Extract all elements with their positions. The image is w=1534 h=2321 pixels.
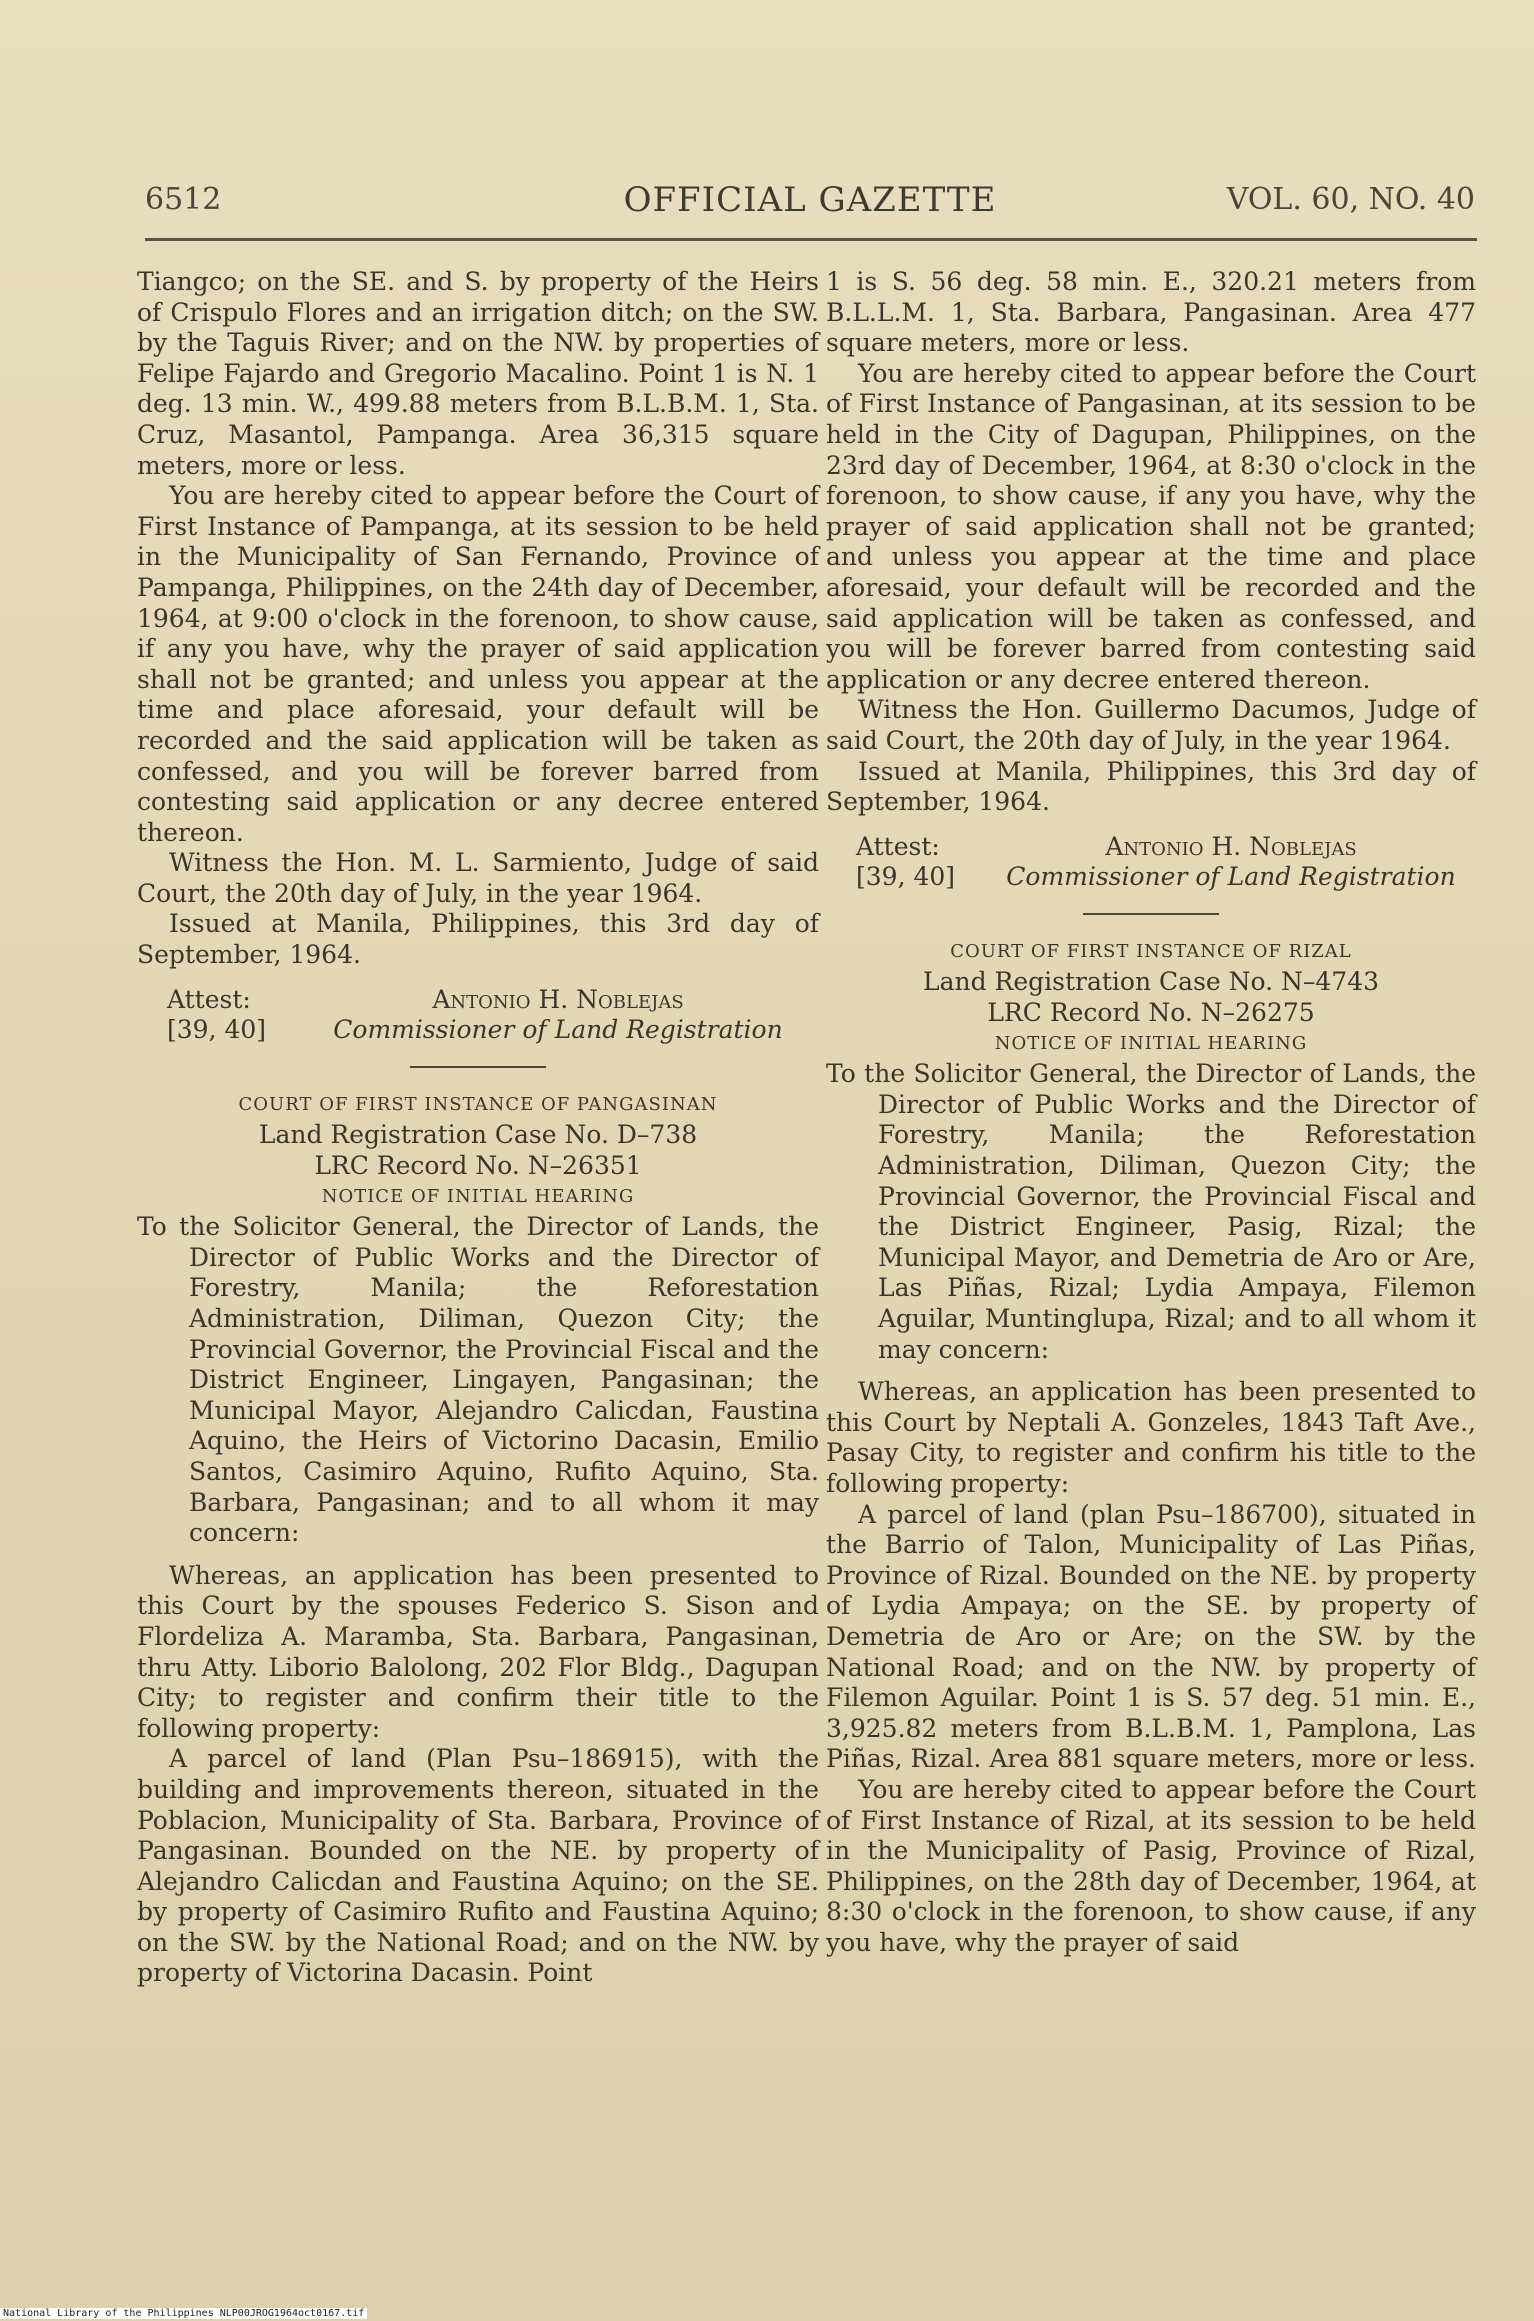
- commissioner-line: [137, 1015, 819, 1046]
- section-divider: [410, 1066, 546, 1068]
- commissioner-title: Commissioner of Land Registration: [333, 1015, 783, 1045]
- attest-name: Antonio H. Noblejas: [1105, 831, 1357, 861]
- volume-number: VOL. 60, NO. 40: [1226, 182, 1475, 217]
- paragraph: Whereas, an application has been presented to this Court by the spouses Federico S. Sison and Flordeliza A. Maramba, Sta. Barbara, Pangasinan, thru Atty. Liborio Balolong, 202 Flor Bldg., Dagupan City; to register and confirm their title to the following property:: [137, 1560, 819, 1743]
- commissioner-line: [826, 862, 1476, 893]
- page-header: [145, 180, 1475, 230]
- paragraph: You are hereby cited to appear before the Court of First Instance of Pangasinan, at its session to be held in the City of Dagupan, Philippines, on the 23rd day of December, 1964, at 8:30 o'clock in the forenoon, to show cause, if any you have, why the prayer of said application shall not be granted; and unless you appear at the time and place aforesaid, your default will be recorded and the said application will be taken as confessed, and you will be forever barred from contesting said application or any decree entered thereon.: [826, 358, 1476, 694]
- paragraph: Whereas, an application has been presented to this Court by Neptali A. Gonzeles, 1843 Taft Ave., Pasay City, to register and confirm his title to the following property:: [826, 1377, 1476, 1498]
- attest-label: Attest:: [856, 831, 940, 861]
- page-number: 6512: [145, 182, 222, 217]
- addressees: To the Solicitor General, the Director of Lands, the Director of Public Works and the Director of Forestry, Manila; the Reforestation Administration, Diliman, Quezon City; the Provincial Governor, the Provincial Fiscal and the District Engineer, Lingayen, Pangasinan; the Municipal Mayor, Alejandro Calicdan, Faustina Aquino, the Heirs of Victorino Dacasin, Emilio Santos, Casimiro Aquino, Rufito Aquino, Sta. Barbara, Pangasinan; and to all whom it may concern:: [137, 1212, 819, 1548]
- case-number: Land Registration Case No. N–4743: [922, 967, 1380, 997]
- paragraph: Issued at Manila, Philippines, this 3rd day of September, 1964.: [137, 909, 819, 970]
- notice-heading: NOTICE OF INITIAL HEARING: [321, 1185, 635, 1207]
- header-rule: [145, 238, 1477, 241]
- scan-footer: National Library of the Philippines NLP00JROG1964oct0167.tif: [0, 2308, 367, 2319]
- court-heading: COURT OF FIRST INSTANCE OF RIZAL: [950, 940, 1352, 962]
- left-column: [137, 267, 819, 1989]
- court-heading: COURT OF FIRST INSTANCE OF PANGASINAN: [238, 1093, 718, 1115]
- paragraph: A parcel of land (plan Psu–186700), situated in the Barrio of Talon, Municipality of Las Piñas, Province of Rizal. Bounded on the NE. by property of Lydia Ampaya; on the SE. by property of Demetria de Aro or Are; on the SW. by the National Road; and on the NW. by property of Filemon Aguilar. Point 1 is S. 57 deg. 51 min. E., 3,925.82 meters from B.L.B.M. 1, Pamplona, Las Piñas, Rizal. Area 881 square meters, more or less.: [826, 1499, 1476, 1774]
- paragraph: You are hereby cited to appear before the Court of First Instance of Rizal, at its session to be held in the Municipality of Pasig, Province of Rizal, Philippines, on the 28th day of December, 1964, at 8:30 o'clock in the forenoon, to show cause, if any you have, why the prayer of said: [826, 1774, 1476, 1957]
- section-divider: [1083, 913, 1219, 915]
- commissioner-title: Commissioner of Land Registration: [1006, 862, 1456, 892]
- attest-block: [826, 832, 1476, 863]
- record-number: LRC Record No. N–26351: [314, 1151, 642, 1181]
- issue-reference: [39, 40]: [856, 862, 956, 892]
- publication-title: OFFICIAL GAZETTE: [623, 180, 997, 220]
- addressees: To the Solicitor General, the Director of Lands, the Director of Public Works and the Director of Forestry, Manila; the Reforestation Administration, Diliman, Quezon City; the Provincial Governor, the Provincial Fiscal and the District Engineer, Pasig, Rizal; the Municipal Mayor, and Demetria de Aro or Are, Las Piñas, Rizal; Lydia Ampaya, Filemon Aguilar, Muntinglupa, Rizal; and to all whom it may concern:: [826, 1059, 1476, 1364]
- paragraph: 1 is S. 56 deg. 58 min. E., 320.21 meters from B.L.L.M. 1, Sta. Barbara, Pangasinan. Area 477 square meters, more or less.: [826, 267, 1476, 358]
- issue-reference: [39, 40]: [167, 1015, 267, 1045]
- paragraph: You are hereby cited to appear before the Court of First Instance of Pampanga, at its session to be held in the Municipality of San Fernando, Province of Pampanga, Philippines, on the 24th day of December, 1964, at 9:00 o'clock in the forenoon, to show cause, if any you have, why the prayer of said application shall not be granted; and unless you appear at the time and place aforesaid, your default will be recorded and the said application will be taken as confessed, and you will be forever barred from contesting said application or any decree entered thereon.: [137, 481, 819, 847]
- notice-heading: NOTICE OF INITIAL HEARING: [994, 1032, 1308, 1054]
- case-number: Land Registration Case No. D–738: [258, 1120, 698, 1150]
- paragraph: Issued at Manila, Philippines, this 3rd day of September, 1964.: [826, 756, 1476, 817]
- paragraph: Tiangco; on the SE. and S. by property of the Heirs of Crispulo Flores and an irrigation ditch; on the SW. by the Taguis River; and on the NW. by properties of Felipe Fajardo and Gregorio Macalino. Point 1 is N. 1 deg. 13 min. W., 499.88 meters from B.L.B.M. 1, Sta. Cruz, Masantol, Pampanga. Area 36,315 square meters, more or less.: [137, 267, 819, 480]
- attest-name: Antonio H. Noblejas: [432, 984, 684, 1014]
- attest-block: [137, 985, 819, 1016]
- right-column: [826, 267, 1476, 1958]
- paragraph: Witness the Hon. Guillermo Dacumos, Judge of said Court, the 20th day of July, in the year 1964.: [826, 695, 1476, 755]
- paragraph: A parcel of land (Plan Psu–186915), with the building and improvements thereon, situated in the Poblacion, Municipality of Sta. Barbara, Province of Pangasinan. Bounded on the NE. by property of Alejandro Calicdan and Faustina Aquino; on the SE. by property of Casimiro Rufito and Faustina Aquino; on the SW. by the National Road; and on the NW. by property of Victorina Dacasin. Point: [137, 1744, 819, 1988]
- attest-label: Attest:: [167, 984, 251, 1014]
- paragraph: Witness the Hon. M. L. Sarmiento, Judge of said Court, the 20th day of July, in the year 1964.: [137, 848, 819, 908]
- record-number: LRC Record No. N–26275: [987, 998, 1315, 1028]
